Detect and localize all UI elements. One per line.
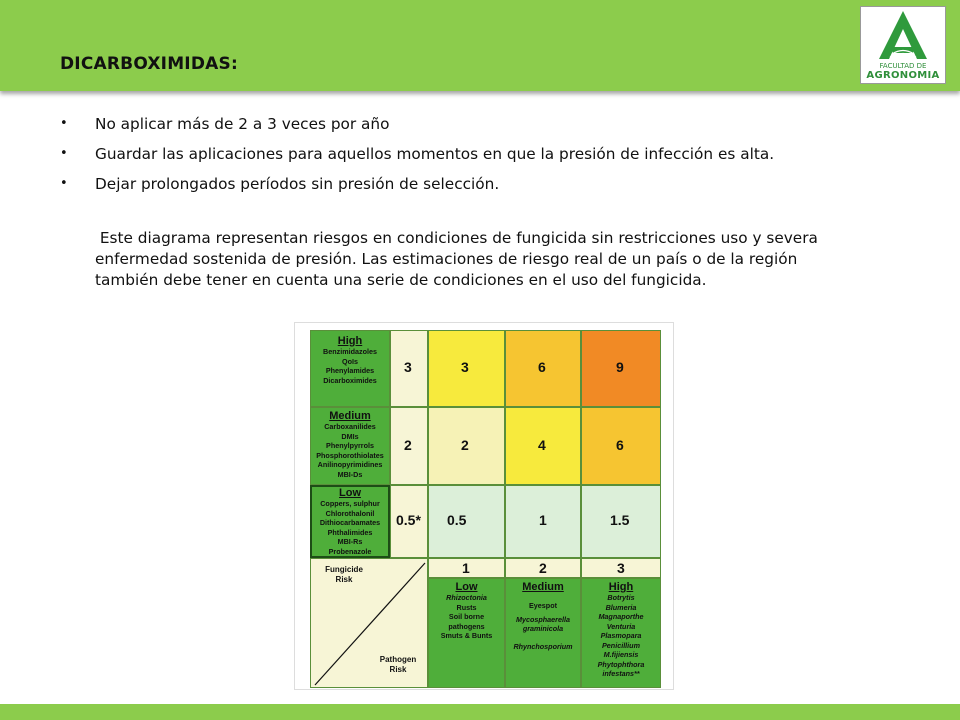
list-item: [60, 173, 900, 203]
fungicide-factor: 2: [404, 437, 412, 453]
header-bar: [0, 0, 960, 91]
logo-mark-icon: [861, 7, 945, 63]
pathogen-factor-cell: [428, 558, 505, 578]
paragraph-line: enfermedad sostenida de presión. Las estimaciones de riesgo real de un país o de la región: [95, 250, 798, 268]
bullet-icon: •: [60, 176, 68, 191]
bullet-icon: •: [60, 116, 68, 131]
slide-title: DICARBOXIMIDAS:: [60, 54, 238, 74]
pathogen-item: Soil borne: [448, 612, 485, 621]
pathogen-item: Blumeria: [605, 602, 637, 612]
logo-text-faculty: FACULTAD DE: [879, 62, 927, 70]
fungicide-item: Probenazole: [328, 546, 372, 556]
logo-text-agronomia: AGRONOMIA: [866, 70, 940, 81]
risk-score: 2: [461, 437, 469, 453]
fungicide-medium-label: Medium: [329, 410, 371, 422]
pathogen-high-label: High: [608, 581, 634, 593]
pathogen-item: M.fijiensis: [603, 650, 639, 659]
fungicide-item: MBI-Rs: [337, 537, 363, 546]
paragraph-line: Este diagrama representan riesgos en condiciones de fungicida sin restricciones uso y severa: [95, 229, 818, 247]
pathogen-factor: 1: [462, 560, 470, 576]
score-cell: [428, 485, 505, 558]
risk-score: 3: [461, 359, 469, 375]
fungicide-item: Benzimidazoles: [323, 347, 377, 356]
fungicide-low-cell: [310, 485, 390, 558]
fungicide-factor: 3: [404, 359, 412, 375]
score-cell: [581, 407, 661, 485]
risk-score: 1.5: [610, 512, 630, 528]
corner-pathogen-risk: Risk: [389, 665, 407, 674]
fungicide-item: Phenylpyrrols: [326, 441, 374, 450]
score-cell: [428, 407, 505, 485]
description-paragraph: [95, 228, 895, 291]
pathogen-item: Eyespot: [529, 601, 557, 610]
pathogen-item: graminicola: [522, 624, 564, 633]
pathogen-item: Rhizoctonia: [446, 593, 487, 602]
score-cell: [505, 407, 581, 485]
fungicide-item: Phthalimides: [327, 527, 373, 537]
pathogen-medium-cell: [505, 578, 581, 688]
faculty-logo: [860, 6, 946, 84]
pathogen-item: pathogens: [448, 621, 485, 631]
bullet-text: Dejar prolongados períodos sin presión de selección.: [95, 175, 500, 193]
score-cell: [581, 330, 661, 407]
pathogen-item: Plasmopara: [600, 631, 642, 640]
corner-pathogen-label: Pathogen: [379, 655, 417, 664]
risk-score: 6: [616, 437, 624, 453]
pathogen-item: Magnaporthe: [598, 612, 644, 621]
pathogen-item: Botrytis: [607, 593, 635, 602]
fungicide-item: Carboxanilides: [324, 422, 376, 431]
score-cell: [428, 330, 505, 407]
pathogen-factor: 3: [617, 560, 625, 576]
fungicide-factor: 0.5*: [396, 512, 421, 528]
score-cell: [581, 485, 661, 558]
corner-fungicide-label: Fungicide: [325, 565, 363, 574]
factor-cell: [390, 407, 428, 485]
pathogen-item: Rhynchosporium: [513, 641, 573, 651]
pathogen-factor: 2: [539, 560, 547, 576]
footer-bar: [0, 704, 960, 720]
list-item: [60, 143, 900, 173]
pathogen-item: Smuts & Bunts: [440, 631, 493, 640]
risk-score: 1: [539, 512, 547, 528]
risk-score: 9: [616, 359, 624, 375]
score-cell: [505, 330, 581, 407]
fungicide-medium-cell: [310, 407, 390, 485]
factor-cell: [390, 330, 428, 407]
fungicide-item: Coppers, sulphur: [320, 499, 380, 508]
fungicide-high-cell: [310, 330, 390, 407]
list-item: [60, 113, 900, 143]
risk-score: 6: [538, 359, 546, 375]
risk-score: 4: [538, 437, 546, 453]
pathogen-low-label: Low: [455, 581, 478, 593]
pathogen-item: Penicillium: [602, 640, 640, 650]
risk-score: 0.5: [447, 512, 467, 528]
fungicide-high-label: High: [337, 335, 363, 347]
pathogen-medium-label: Medium: [522, 581, 564, 593]
score-cell: [505, 485, 581, 558]
bullet-list: [60, 113, 900, 203]
corner-fungicide-risk: Risk: [335, 575, 353, 584]
pathogen-high-cell: [581, 578, 661, 688]
pathogen-factor-cell: [581, 558, 661, 578]
paragraph-line: también debe tener en cuenta una serie de condiciones en el uso del fungicida.: [95, 271, 707, 289]
pathogen-factor-cell: [505, 558, 581, 578]
bullet-text: Guardar las aplicaciones para aquellos momentos en que la presión de infección es alta.: [95, 145, 775, 163]
risk-matrix: [294, 322, 674, 690]
bullet-icon: •: [60, 146, 68, 161]
fungicide-item: Anilinopyrimidines: [317, 460, 383, 469]
pathogen-item: Phytophthora: [597, 659, 645, 669]
fungicide-item: DMIs: [341, 431, 359, 441]
corner-cell: [310, 558, 428, 688]
pathogen-low-cell: [428, 578, 505, 688]
bullet-text: No aplicar más de 2 a 3 veces por año: [95, 115, 390, 133]
fungicide-item: Phenylamides: [325, 366, 375, 375]
fungicide-item: Dithiocarbamates: [319, 518, 381, 527]
pathogen-item: infestans**: [602, 669, 640, 678]
fungicide-low-label: Low: [339, 487, 361, 499]
fungicide-item: MBI-Ds: [337, 469, 363, 479]
fungicide-item: Phosphorothiolates: [316, 450, 384, 460]
fungicide-item: Dicarboximides: [323, 375, 377, 385]
factor-cell: [390, 485, 428, 558]
pathogen-item: Mycosphaerella: [516, 614, 570, 624]
fungicide-item: Chlorothalonil: [325, 508, 375, 518]
pathogen-item: Venturia: [606, 621, 636, 631]
fungicide-item: QoIs: [342, 356, 358, 366]
pathogen-item: Rusts: [456, 602, 477, 612]
